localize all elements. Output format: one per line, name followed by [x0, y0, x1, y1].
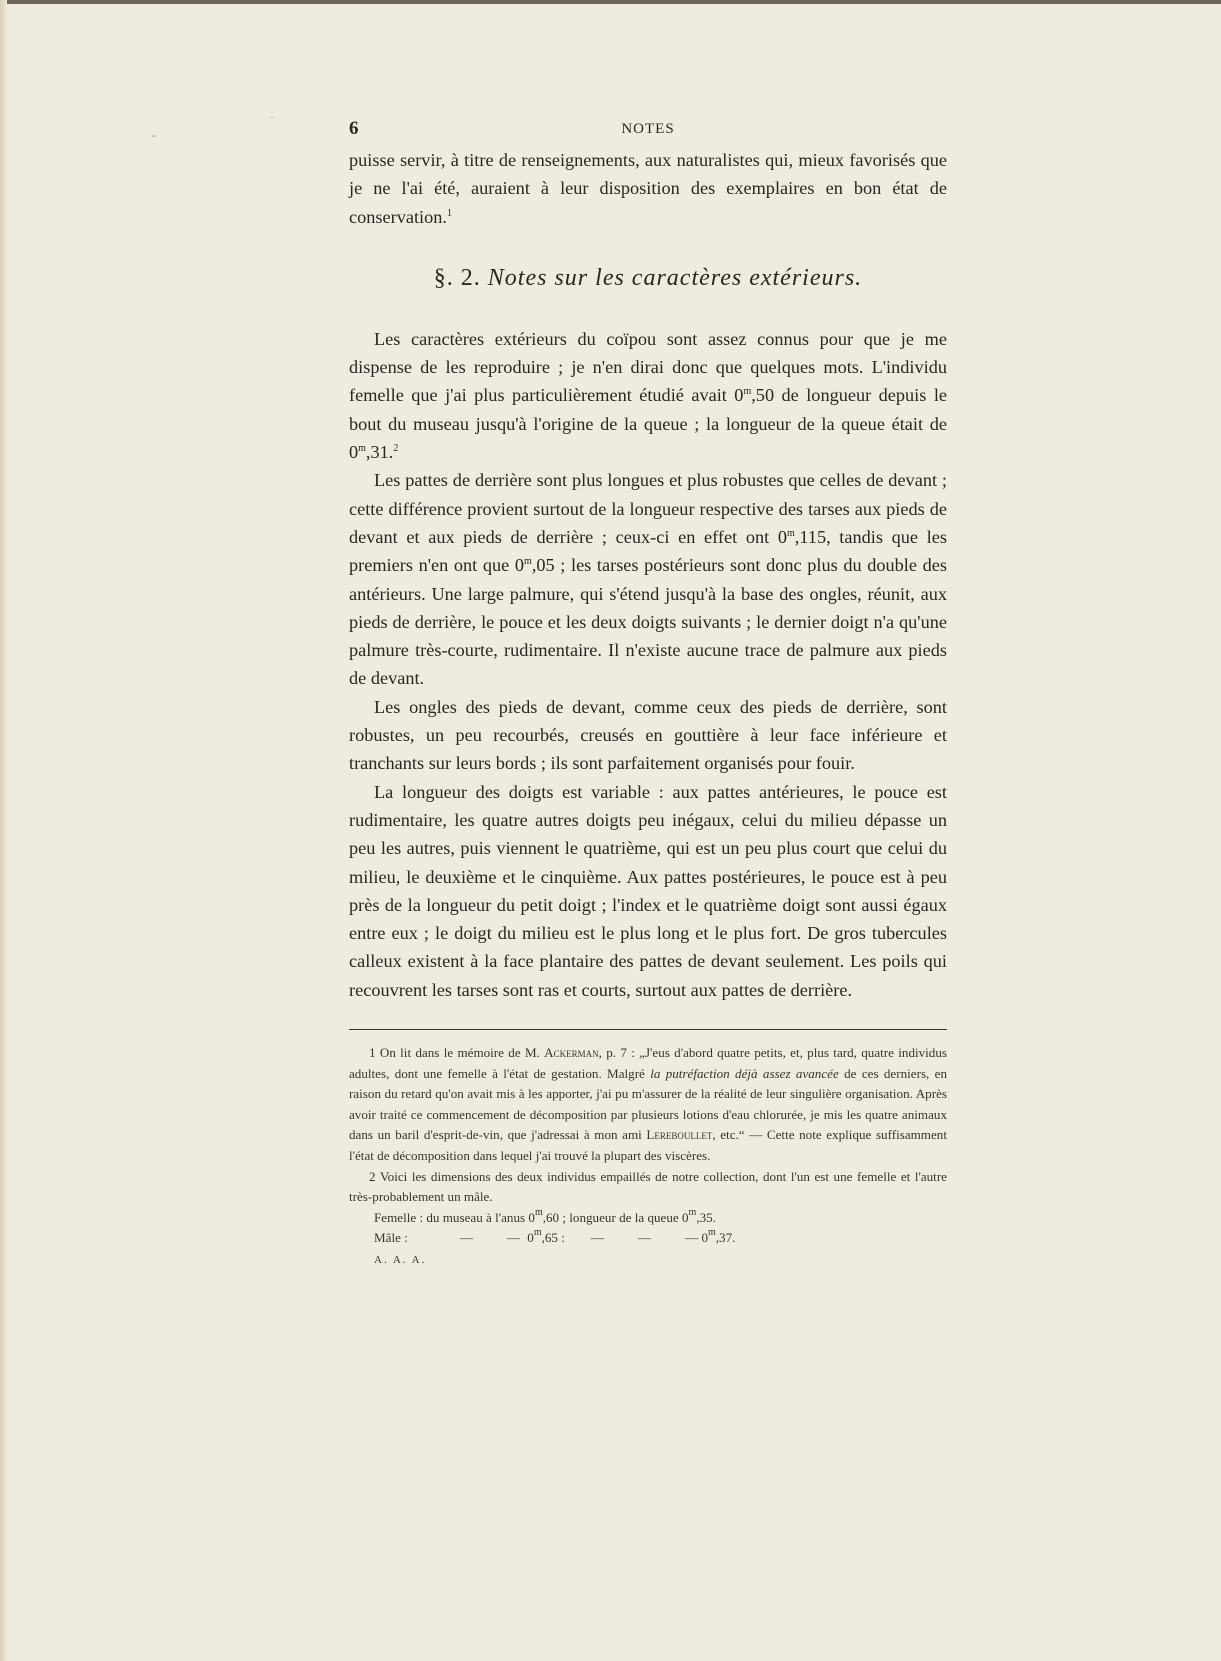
ink-speck: -	[152, 128, 156, 142]
footnotes	[349, 1043, 947, 1271]
ditto-dash: —	[506, 1230, 521, 1246]
dimension-text: du museau à l'anus	[426, 1209, 526, 1225]
footnote-1	[349, 1043, 947, 1167]
page-edge-shadow	[0, 0, 7, 1661]
unit-superscript: m	[786, 527, 795, 539]
unit-superscript: m	[524, 556, 532, 568]
ink-speck: ·	[270, 110, 274, 124]
running-head	[349, 118, 947, 146]
section-title: Notes sur les caractères extérieurs.	[487, 264, 863, 291]
dimension-value: 0	[701, 1230, 708, 1246]
footnote-number: 1	[369, 1045, 376, 1061]
footnote-emphasis: la putréfaction déjà assez avancée	[650, 1065, 839, 1081]
section-heading	[349, 265, 947, 292]
footnote-ref: 1	[446, 207, 452, 219]
running-title: NOTES	[621, 121, 675, 137]
unit-superscript: m	[743, 386, 752, 398]
footnote-text: , etc.“ — Cette note explique suffisamment l'état de décomposition dans lequel j'ai trouvé la plupart des viscères.	[349, 1127, 947, 1163]
footnote-2	[349, 1167, 947, 1208]
body-paragraph	[349, 466, 947, 692]
unit-superscript: m	[534, 1206, 543, 1218]
footnote-text: On lit dans le mémoire de M.	[379, 1045, 545, 1061]
body-paragraph: Les ongles des pieds de devant, comme ceux des pieds de derrière, sont robustes, un peu recourbés, creusés en gouttière à leur face inférieure et tranchants sur leurs bords ; ils sont parfaitement organisés pour fouir.	[349, 696, 947, 774]
paragraph-text: ,05 ; les tarses postérieurs sont donc plus du double des antérieurs. Une large palmure, qui s'étend jusqu'à la base des ongles, réunit, aux pieds de derrière, le pouce et les deux doigts suivants ; le dernier doigt n'a qu'une palmure très-courte, rudimentaire. Il n'existe aucune trace de palmure aux pieds de devant.	[349, 555, 947, 689]
footnote-text: Voici les dimensions des deux individus empaillés de notre collection, dont l'un est une femelle et l'autre très-probablement un mâle.	[349, 1168, 947, 1205]
dimension-value: ,35.	[696, 1209, 716, 1225]
dimension-value: ,37.	[715, 1230, 736, 1246]
paragraph-text: Les caractères extérieurs du coïpou sont assez connus pour que je me dispense de les reproduire ; je n'en dirai donc que quelques mots. L'individu femelle que j'ai plus particulièrement étudié avait 0	[349, 328, 947, 406]
dimension-row-male	[374, 1228, 947, 1249]
ditto-dash: —	[590, 1230, 604, 1246]
paragraph-text: puisse servir, à titre de renseignements, aux naturalistes qui, mieux favorisés que je ne l'ai été, auraient à leur disposition des exemplaires en bon état de conservation.	[349, 150, 947, 227]
paragraph-text: ,50 de longueur depuis le bout du museau jusqu'à l'origine de la queue ; la longueur de la queue était de 0	[349, 385, 948, 463]
footnote-separator	[349, 1029, 947, 1030]
dimension-value: ,60 ;	[542, 1209, 566, 1225]
unit-superscript: m	[358, 443, 366, 455]
dimension-text: longueur de la queue	[569, 1209, 679, 1225]
dimension-label: Femelle :	[374, 1209, 424, 1225]
dimension-value: 0	[528, 1209, 535, 1225]
body-paragraph	[349, 325, 947, 466]
ditto-dash: —	[637, 1230, 652, 1246]
author-name: Lereboullet	[646, 1127, 713, 1143]
author-signature: A. A. A.	[374, 1253, 427, 1266]
dimension-row-female	[374, 1208, 947, 1229]
unit-superscript: m	[708, 1227, 716, 1239]
paragraph-text: ,115, tandis que les premiers n'en ont que 0	[349, 526, 947, 576]
top-border-rule	[0, 0, 1221, 4]
unit-superscript: m	[688, 1206, 697, 1218]
footnote-number: 2	[369, 1168, 376, 1184]
page-number: 6	[349, 118, 360, 139]
section-number: §. 2.	[433, 264, 481, 291]
author-name: Ackerman	[544, 1045, 599, 1061]
footnote-ref: 2	[393, 443, 399, 455]
dimension-value: ,65 :	[541, 1230, 565, 1246]
dimension-value: 0	[527, 1230, 534, 1246]
paragraph-text: Les pattes de derrière sont plus longues et plus robustes que celles de devant ; cette différence provient surtout de la longueur respective des tarses aux pieds de devant et aux pieds de derrière ; ceux-ci en effet ont 0	[349, 470, 947, 547]
body-paragraph	[349, 146, 947, 231]
footnote-text: , p. 7 : „J'eus d'abord quatre petits, et, plus tard, quatre individus adultes, dont une femelle à l'état de gestation. Malgré	[349, 1045, 948, 1081]
ditto-dash: —	[459, 1230, 473, 1246]
paragraph-text: ,31.	[365, 442, 394, 463]
dimension-label: Mâle :	[374, 1230, 408, 1246]
unit-superscript: m	[533, 1227, 542, 1239]
ditto-dash: —	[685, 1230, 699, 1246]
dimension-value: 0	[682, 1209, 689, 1225]
footnote-text: de ces derniers, en raison du retard qu'on avait mis à les apporter, j'ai pu m'assurer de la réalité de leur singulière organisation. Après avoir traité ce commencement de décomposition par plusieurs lotions d'eau chlorurée, je mis les quatre animaux dans un baril d'esprit-de-vin, que j'adressai à mon ami	[349, 1065, 947, 1143]
body-paragraph: La longueur des doigts est variable : aux pattes antérieures, le pouce est rudimentaire, les quatre autres doigts peu inégaux, celui du milieu dépasse un peu les autres, puis viennent le quatrième, qui est un peu plus court que celui du milieu, le deuxième et le cinquième. Aux pattes postérieures, le pouce est à peu près de la longueur du petit doigt ; l'index et le quatrième doigt sont aussi égaux entre eux ; le doigt du milieu est le plus long et le plus fort. De gros tubercules calleux existent à la face plantaire des pattes de devant seulement. Les poils qui recouvrent les tarses sont ras et courts, surtout aux pattes de derrière.	[349, 781, 947, 1000]
page-content	[349, 118, 947, 1271]
